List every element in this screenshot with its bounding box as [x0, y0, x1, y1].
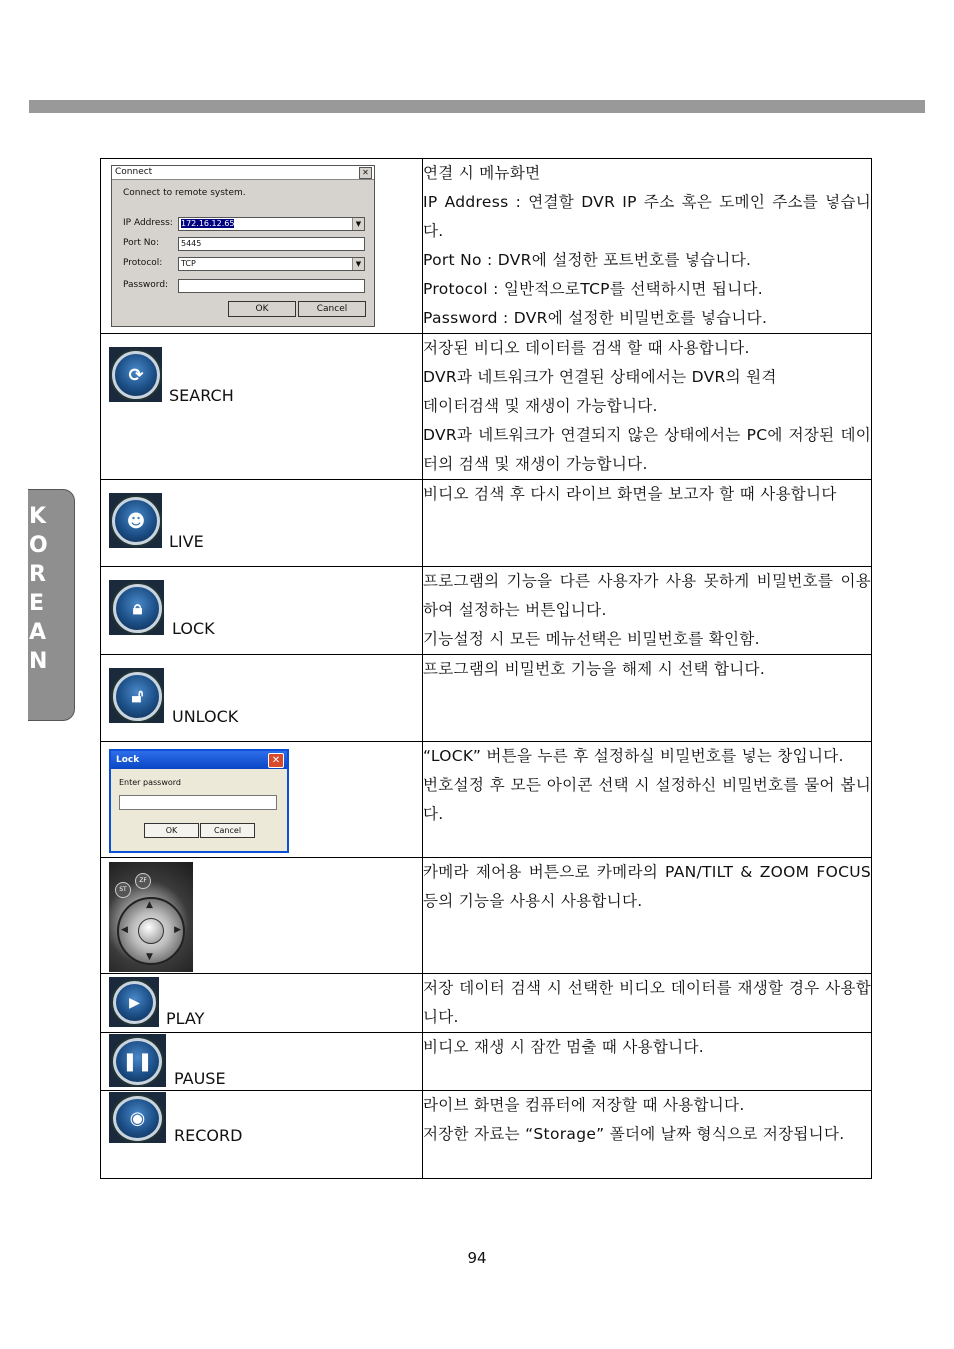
ip-value: 172.16.12.65 [181, 219, 235, 228]
dialog-title: Lock [116, 755, 140, 765]
search-icon: ⟳ [128, 364, 144, 386]
ptz-control[interactable] [109, 862, 193, 972]
description-line: DVR과 네트워크가 연결되지 않은 상태에서는 PC에 저장된 데이터의 검색 및 재생이 가능합니다. [423, 426, 871, 473]
connect-dialog [111, 165, 375, 327]
feature-table [100, 158, 872, 1179]
protocol-value: TCP [181, 259, 196, 268]
user-icon: ☻ [126, 510, 146, 532]
record-button[interactable] [113, 1096, 162, 1141]
language-side-tab [28, 489, 75, 721]
row-label: RECORD [174, 1126, 243, 1145]
arrow-right-icon[interactable]: ▶ [174, 925, 181, 935]
image-cell [101, 1091, 423, 1179]
description-line: 데이터검색 및 재생이 가능합니다. [423, 397, 658, 415]
image-cell [101, 858, 423, 974]
side-tab-letter: A [29, 620, 47, 645]
table-row [101, 655, 872, 742]
table-row [101, 159, 872, 334]
header-bar [29, 100, 925, 113]
image-cell [101, 480, 423, 567]
image-cell [101, 1033, 423, 1091]
dialog-title: Connect [115, 167, 153, 177]
ok-button[interactable]: OK [228, 301, 296, 317]
setup-button[interactable]: ST [115, 882, 131, 898]
direction-pad[interactable] [117, 897, 185, 965]
page-number: 94 [467, 1249, 487, 1267]
port-label: Port No: [123, 238, 159, 248]
description-line: 프로그램의 비밀번호 기능을 해제 시 선택 합니다. [423, 660, 766, 678]
table-row [101, 480, 872, 567]
table-row [101, 858, 872, 974]
close-icon[interactable]: ✕ [268, 753, 284, 768]
description-line: 비디오 재생 시 잠깐 멈출 때 사용합니다. [423, 1038, 704, 1056]
password-input[interactable] [178, 279, 365, 293]
ok-button[interactable]: OK [144, 823, 199, 838]
ip-address-input[interactable] [178, 217, 365, 231]
arrow-down-icon[interactable]: ▼ [146, 952, 153, 962]
description-line: IP Address : 연결할 DVR IP 주소 혹은 도메인 주소를 넣습니다. [423, 193, 871, 240]
play-button[interactable] [113, 981, 156, 1024]
description-line: “LOCK” 버튼을 누른 후 설정하실 비밀번호를 넣는 창입니다. [423, 747, 844, 765]
description-line: 프로그램의 기능을 다른 사용자가 사용 못하게 비밀번호를 이용하여 설정하는 버튼입니다. [423, 572, 871, 619]
row-label: LOCK [172, 619, 215, 638]
description-line: 기능설정 시 모든 메뉴선택은 비밀번호를 확인함. [423, 630, 760, 648]
table-row [101, 974, 872, 1033]
image-cell [101, 567, 423, 655]
live-button[interactable] [112, 497, 160, 545]
description-cell [423, 974, 872, 1033]
lock-icon: 🔒︎ [132, 598, 143, 619]
description-cell [423, 480, 872, 567]
pause-button[interactable] [113, 1038, 162, 1085]
lock-button[interactable] [113, 584, 162, 633]
lock-prompt: Enter password [119, 778, 181, 787]
image-cell [101, 159, 423, 334]
pause-icon: ❚❚ [122, 1051, 153, 1072]
arrow-up-icon[interactable]: ▲ [146, 900, 153, 910]
description-line: 저장된 비디오 데이터를 검색 할 때 사용합니다. [423, 339, 750, 357]
arrow-left-icon[interactable]: ◀ [121, 925, 128, 935]
side-tab-label [28, 502, 74, 676]
port-value: 5445 [181, 239, 202, 248]
search-button[interactable] [112, 351, 160, 399]
row-label: SEARCH [169, 386, 234, 405]
side-tab-letter: K [29, 504, 47, 529]
password-label: Password: [123, 280, 169, 290]
unlock-button[interactable] [113, 672, 162, 721]
description-line: 카메라 제어용 버튼으로 카메라의 PAN/TILT & ZOOM FOCUS 등의 기능을 사용시 사용합니다. [423, 863, 871, 910]
unlock-icon: 🔓︎ [131, 686, 144, 707]
description-line: 라이브 화면을 컴퓨터에 저장할 때 사용합니다. [423, 1096, 745, 1114]
description-line: Password : DVR에 설정한 비밀번호를 넣습니다. [423, 309, 768, 327]
play-icon: ▶ [129, 994, 140, 1011]
row-label: UNLOCK [172, 707, 239, 726]
description-cell [423, 334, 872, 480]
description-line: DVR과 네트워크가 연결된 상태에서는 DVR의 원격 [423, 368, 777, 386]
table-row [101, 567, 872, 655]
description-cell [423, 655, 872, 742]
description-cell [423, 742, 872, 858]
description-cell [423, 858, 872, 974]
image-cell [101, 334, 423, 480]
description-cell [423, 567, 872, 655]
side-tab-letter: E [29, 591, 45, 616]
table-row [101, 1033, 872, 1091]
center-knob[interactable] [138, 918, 164, 944]
webcam-icon: ◉ [129, 1108, 146, 1129]
description-line: 저장 데이터 검색 시 선택한 비디오 데이터를 재생할 경우 사용합니다. [423, 979, 871, 1026]
image-cell [101, 655, 423, 742]
side-tab-letter: N [29, 649, 48, 674]
ip-label: IP Address: [123, 218, 173, 228]
row-label: PAUSE [174, 1069, 226, 1088]
image-cell [101, 742, 423, 858]
image-cell [101, 974, 423, 1033]
password-input[interactable] [119, 795, 277, 810]
lock-dialog [109, 749, 289, 853]
row-label: LIVE [169, 532, 204, 551]
table-row [101, 742, 872, 858]
chevron-down-icon[interactable]: ▼ [352, 258, 364, 270]
side-tab-letter: O [29, 533, 48, 558]
protocol-select[interactable] [178, 257, 365, 271]
description-line: 번호설정 후 모든 아이콘 선택 시 설정하신 비밀번호를 물어 봅니다. [423, 776, 871, 823]
row-label: PLAY [166, 1009, 205, 1028]
description-cell [423, 1033, 872, 1091]
table-row [101, 1091, 872, 1179]
protocol-label: Protocol: [123, 258, 163, 268]
description-line: 저장한 자료는 “Storage” 폴더에 날짜 형식으로 저장됩니다. [423, 1125, 845, 1143]
description-line: 연결 시 메뉴화면 [423, 164, 541, 182]
description-line: Port No : DVR에 설정한 포트번호를 넣습니다. [423, 251, 752, 269]
description-line: 비디오 검색 후 다시 라이브 화면을 보고자 할 때 사용합니다 [423, 485, 837, 503]
cancel-button[interactable]: Cancel [298, 301, 366, 317]
cancel-button[interactable]: Cancel [200, 823, 255, 838]
side-tab-letter: R [29, 562, 46, 587]
port-input[interactable] [178, 237, 365, 251]
description-cell [423, 159, 872, 334]
table-row [101, 334, 872, 480]
description-line: Protocol : 일반적으로TCP를 선택하시면 됩니다. [423, 280, 763, 298]
chevron-down-icon[interactable]: ▼ [352, 218, 364, 230]
connect-prompt: Connect to remote system. [123, 188, 246, 198]
zoom-focus-button[interactable]: ZF [135, 873, 151, 889]
close-icon[interactable]: ✕ [359, 167, 372, 179]
description-cell [423, 1091, 872, 1179]
